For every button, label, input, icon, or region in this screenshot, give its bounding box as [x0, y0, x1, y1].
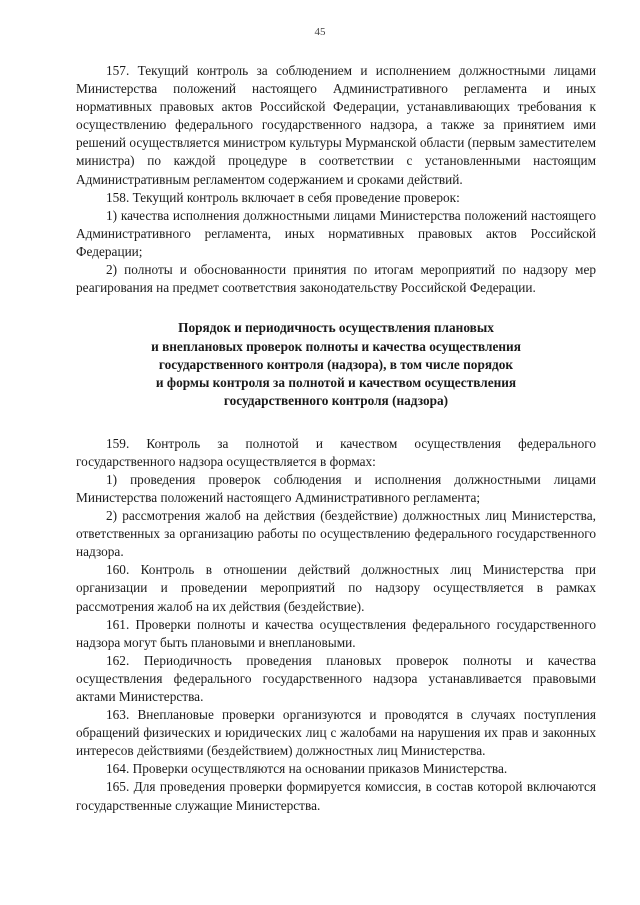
paragraph-159: 159. Контроль за полнотой и качеством осуществления федерального государственного надзора осуществляется в формах:	[76, 435, 596, 469]
page-number: 45	[314, 26, 326, 38]
section-heading-line: государственного контроля (надзора)	[223, 393, 449, 409]
section-heading	[76, 319, 596, 410]
paragraph-158-item-1: 1) качества исполнения должностными лицами Министерства положений настоящего Административного регламента, иных нормативных правовых актов Российской Федерации;	[76, 207, 596, 259]
paragraph-157: 157. Текущий контроль за соблюдением и исполнением должностными лицами Министерства положений настоящего Административного регламента и иных нормативных правовых актов Российской Федерации, устанавливающих требования к осуществлению федерального государственного надзора, а также за принятием ими решений осуществляется министром культуры Мурманской области (первым заместителем министра) по каждой процедуре в соответствии с установленными настоящим Административным регламентом содержанием и сроками действий.	[76, 63, 596, 187]
paragraph-164: 164. Проверки осуществляются на основании приказов Министерства.	[106, 761, 508, 777]
paragraph-158-item-2: 2) полноты и обоснованности принятия по итогам мероприятий по надзору мер реагирования на предмет соответствия законодательству Российской Федерации.	[76, 262, 596, 296]
paragraph-162: 162. Периодичность проведения плановых проверок полноты и качества осуществления федерального государственного надзора устанавливается правовыми актами Министерства.	[76, 652, 596, 705]
paragraph-161: 161. Проверки полноты и качества осуществления федерального государственного надзора могут быть плановыми и внеплановыми.	[76, 616, 596, 650]
paragraph-159-item-1: 1) проведения проверок соблюдения и исполнения должностными лицами Министерства положений настоящего Административного регламента;	[76, 471, 596, 505]
section-heading-line: государственного контроля (надзора), в том числе порядок	[158, 356, 514, 372]
section-heading-line: и формы контроля за полнотой и качеством осуществления	[155, 375, 517, 391]
paragraph-159-item-2: 2) рассмотрения жалоб на действия (бездействие) должностных лиц Министерства, ответственных за организацию работы по осуществлению федерального государственного надзора.	[76, 508, 596, 560]
section-heading-line: Порядок и периодичность осуществления плановых	[178, 320, 494, 336]
paragraph-158: 158. Текущий контроль включает в себя проведение проверок:	[106, 189, 460, 205]
paragraph-165: 165. Для проведения проверки формируется комиссия, в состав которой включаются государственные служащие Министерства.	[76, 779, 596, 813]
document-body	[76, 62, 596, 815]
paragraph-163: 163. Внеплановые проверки организуются и проводятся в случаях поступления обращений физических и юридических лиц с жалобами на нарушения их прав и законных интересов действиями (бездействием) должностных лиц Министерства.	[76, 707, 596, 759]
section-heading-line: и внеплановых проверок полноты и качества осуществления	[151, 338, 521, 354]
paragraph-160: 160. Контроль в отношении действий должностных лиц Министерства при организации и проведении мероприятий по надзору осуществляется в рамках рассмотрения жалоб на их действия (бездействие).	[76, 562, 596, 614]
